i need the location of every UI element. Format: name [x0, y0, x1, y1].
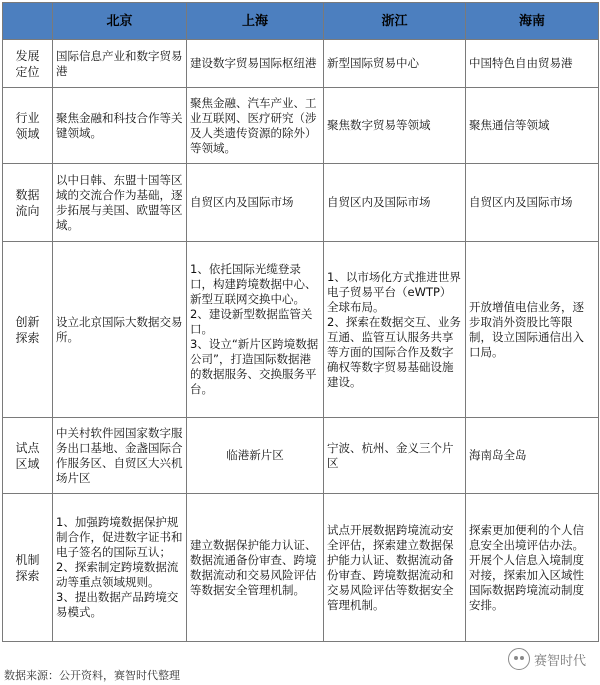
- table-cell: 临港新片区: [187, 418, 324, 494]
- table-row: [3, 88, 599, 164]
- table-row: [3, 242, 599, 418]
- watermark-text: 赛智时代: [534, 653, 587, 669]
- table-row: [3, 40, 599, 88]
- table-cell: 海南岛全岛: [466, 418, 599, 494]
- header-shanghai: 上海: [187, 3, 324, 40]
- table-cell: 1、以市场化方式推进世界电子贸易平台（eWTP）全球布局。 2、探索在数据交互、业务互通、监管互认服务共享等方面的国际合作及数字确权等数字贸易基础设施建设。: [324, 242, 466, 418]
- table-cell: 聚焦金融和科技合作等关键领域。: [53, 88, 187, 164]
- row-label: 机制 探索: [3, 494, 53, 642]
- table-header-row: [3, 3, 599, 40]
- table-cell: 国际信息产业和数字贸易港: [53, 40, 187, 88]
- table-cell: 1、依托国际光缆登录口，构建跨境数据中心、新型互联网交换中心。 2、建设新型数据监管关口。 3、设立“新片区跨境数据公司”，打造国际数据港的数据服务、交换服务平台。: [187, 242, 324, 418]
- table-cell: 自贸区内及国际市场: [466, 164, 599, 242]
- watermark: [508, 648, 586, 670]
- source-note: 数据来源：公开资料，赛智时代整理: [4, 669, 180, 682]
- table-cell: 中国特色自由贸易港: [466, 40, 599, 88]
- table-cell: 开放增值电信业务，逐步取消外资股比等限制，设立国际通信出入口局。: [466, 242, 599, 418]
- table-cell: 新型国际贸易中心: [324, 40, 466, 88]
- table-cell: 探索更加便利的个人信息安全出境评估办法。开展个人信息入境制度对接，探索加入区域性国际数据跨境流动制度安排。: [466, 494, 599, 642]
- table-cell: 以中日韩、东盟十国等区域的交流合作为基础，逐步拓展与美国、欧盟等区域。: [53, 164, 187, 242]
- header-hainan: 海南: [466, 3, 599, 40]
- row-label: 试点 区域: [3, 418, 53, 494]
- table-cell: 中关村软件园国家数字服务出口基地、金盏国际合作服务区、自贸区大兴机场片区: [53, 418, 187, 494]
- header-zhejiang: 浙江: [324, 3, 466, 40]
- table-cell: 自贸区内及国际市场: [187, 164, 324, 242]
- table-cell: 设立北京国际大数据交易所。: [53, 242, 187, 418]
- header-corner: [3, 3, 53, 40]
- table-cell: 建立数据保护能力认证、数据流通备份审查、跨境数据流动和交易风险评估等数据安全管理机制。: [187, 494, 324, 642]
- table-row: [3, 418, 599, 494]
- row-label: 发展 定位: [3, 40, 53, 88]
- row-label: 创新 探索: [3, 242, 53, 418]
- table-row: [3, 164, 599, 242]
- row-label: 行业 领域: [3, 88, 53, 164]
- comparison-table: [2, 2, 599, 642]
- table-cell: 自贸区内及国际市场: [324, 164, 466, 242]
- table-cell: 聚焦数字贸易等领域: [324, 88, 466, 164]
- table-cell: 聚焦金融、汽车产业、工业互联网、医疗研究（涉及人类遗传资源的除外）等领域。: [187, 88, 324, 164]
- table-cell: 宁波、杭州、金义三个片区: [324, 418, 466, 494]
- table-cell: 聚焦通信等领域: [466, 88, 599, 164]
- row-label: 数据 流向: [3, 164, 53, 242]
- wechat-icon: [508, 648, 530, 670]
- table-cell: 建设数字贸易国际枢纽港: [187, 40, 324, 88]
- header-beijing: 北京: [53, 3, 187, 40]
- table-row: [3, 494, 599, 642]
- table-cell: 1、加强跨境数据保护规制合作，促进数字证书和电子签名的国际互认； 2、探索制定跨境数据流动等重点领域规则。 3、提出数据产品跨境交易模式。: [53, 494, 187, 642]
- table-cell: 试点开展数据跨境流动安全评估，探索建立数据保护能力认证、数据流动备份审查、跨境数据流动和交易风险评估等数据安全管理机制。: [324, 494, 466, 642]
